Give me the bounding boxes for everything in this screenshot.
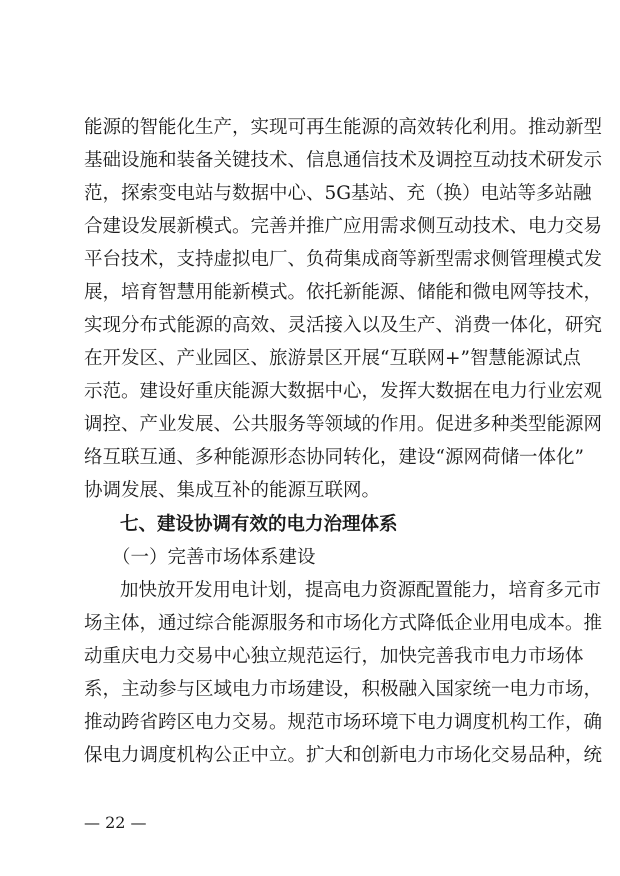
subsection-heading: （一）完善市场体系建设 (112, 547, 316, 568)
paragraph-line: 络互联互通、多种能源形态协同转化，建设“源网荷储一体化” (84, 447, 584, 468)
paragraph-line: 平台技术，支持虚拟电厂、负荷集成商等新型需求侧管理模式发 (84, 249, 603, 270)
paragraph-line: 能源的智能化生产，实现可再生能源的高效转化利用。推动新型 (84, 117, 603, 138)
paragraph-line: 实现分布式能源的高效、灵活接入以及生产、消费一体化，研究 (84, 315, 603, 336)
paragraph-line: 合建设发展新模式。完善并推广应用需求侧互动技术、电力交易 (84, 216, 603, 237)
paragraph-line: 保电力调度机构公正中立。扩大和创新电力市场化交易品种，统 (84, 745, 603, 766)
paragraph-line: 协调发展、集成互补的能源互联网。 (84, 480, 381, 501)
paragraph-line: 推动跨省跨区电力交易。规范市场环境下电力调度机构工作，确 (84, 712, 603, 733)
section-heading: 七、建设协调有效的电力治理体系 (120, 514, 398, 535)
paragraph-line: 展，培育智慧用能新模式。依托新能源、储能和微电网等技术， (84, 282, 603, 303)
paragraph-line: 示范。建设好重庆能源大数据中心，发挥大数据在电力行业宏观 (84, 381, 603, 402)
paragraph-line: 在开发区、产业园区、旅游景区开展“互联网+”智慧能源试点 (84, 348, 581, 369)
paragraph-line: 场主体，通过综合能源服务和市场化方式降低企业用电成本。推 (84, 613, 603, 634)
paragraph-line: 动重庆电力交易中心独立规范运行，加快完善我市电力市场体 (84, 646, 584, 667)
paragraph-line: 基础设施和装备关键技术、信息通信技术及调控互动技术研发示 (84, 150, 603, 171)
paragraph-line: 调控、产业发展、公共服务等领域的作用。促进多种类型能源网 (84, 414, 603, 435)
page-number: — 22 — (84, 813, 147, 832)
paragraph-line: 系，主动参与区域电力市场建设，积极融入国家统一电力市场， (84, 679, 603, 700)
paragraph-line: 加快放开发用电计划，提高电力资源配置能力，培育多元市 (120, 580, 602, 601)
paragraph-line: 范，探索变电站与数据中心、5G基站、充（换）电站等多站融 (84, 183, 592, 204)
